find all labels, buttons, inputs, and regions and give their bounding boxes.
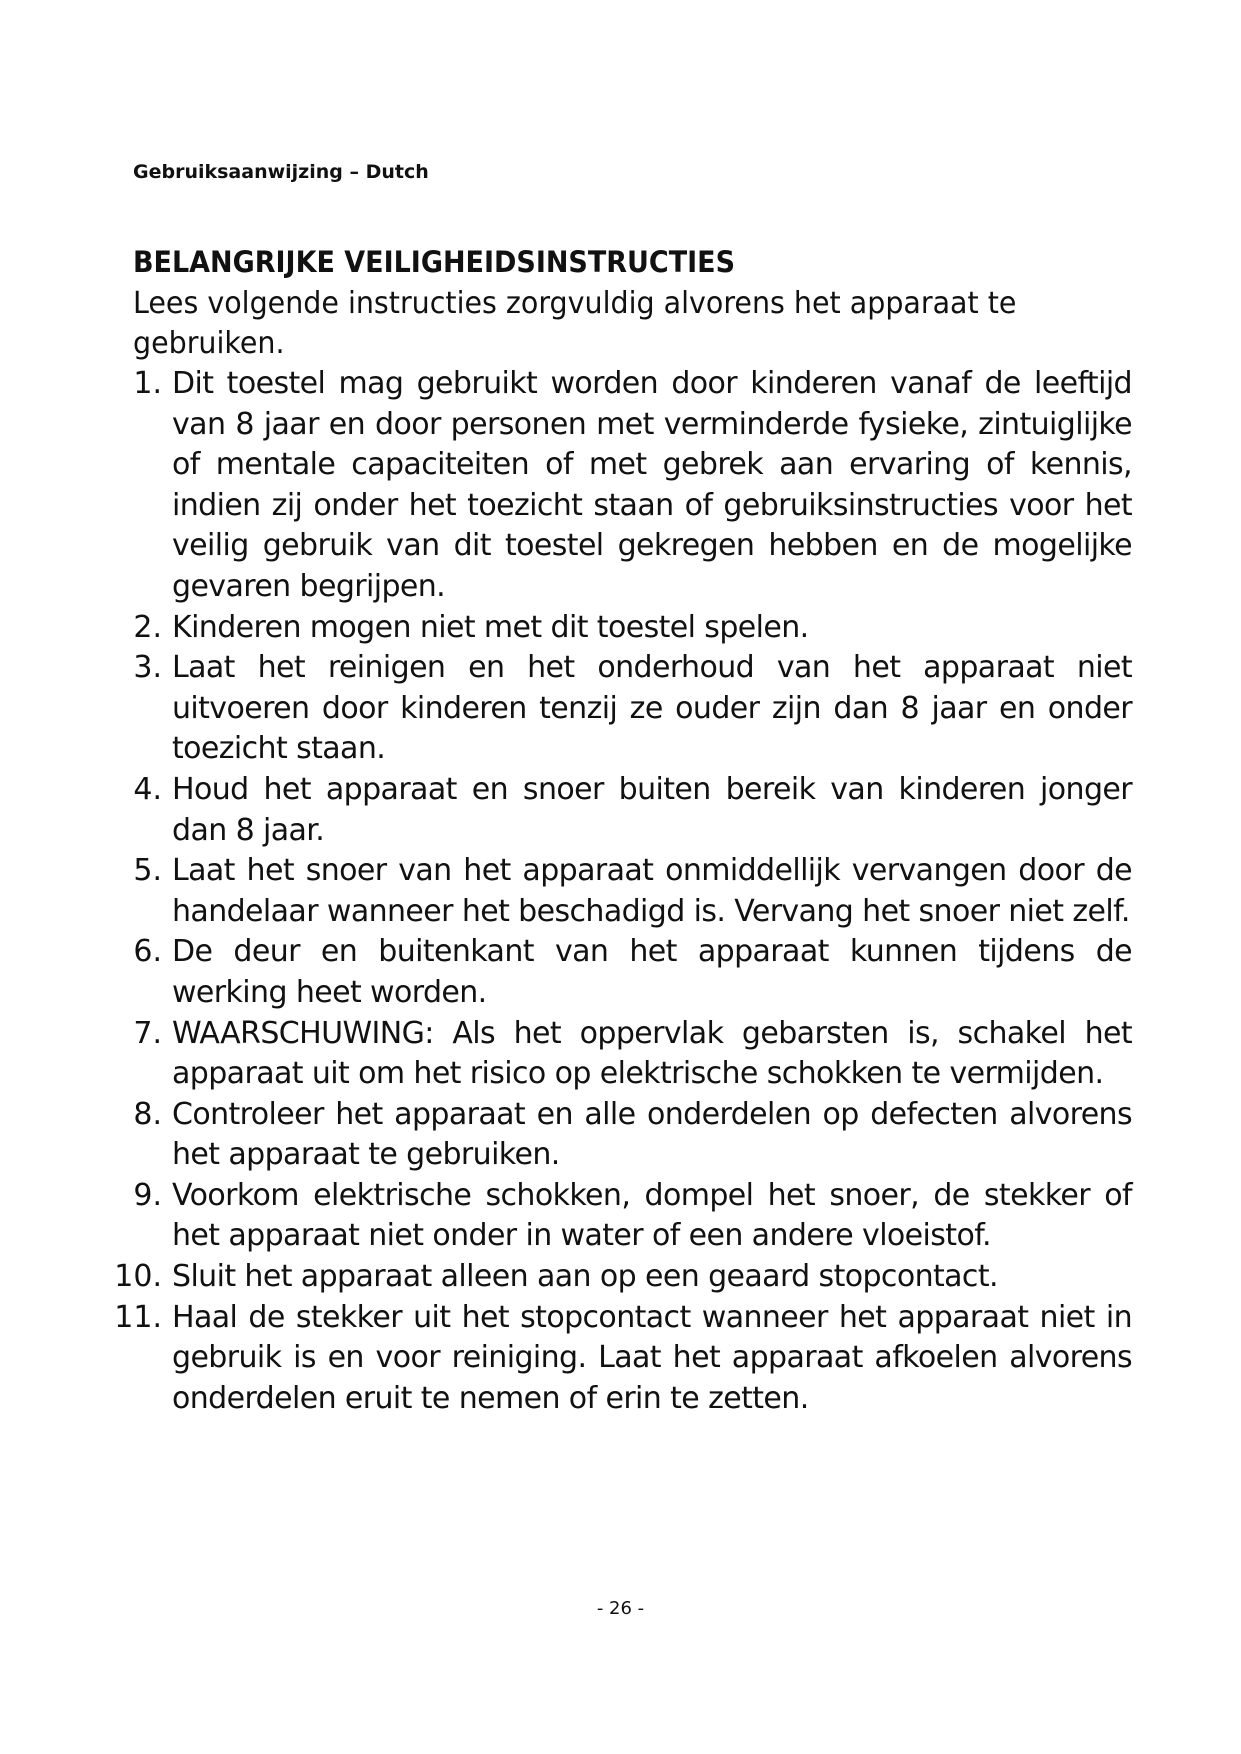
list-item-text: Houd het apparaat en snoer buiten bereik van kinderen jonger dan 8 jaar. [172, 771, 1132, 848]
list-item [110, 1176, 1142, 1257]
list-item-number: 8. [133, 1096, 162, 1132]
list-item [110, 608, 1142, 649]
list-item-number: 1. [133, 366, 162, 401]
list-item [110, 851, 1142, 932]
list-item-number: 11. [114, 1299, 162, 1335]
list-item-text: Laat het reinigen en het onderhoud van het apparaat niet uitvoeren door kinderen tenzij ze ouder zijn dan 8 jaar en onder toezicht staan. [172, 650, 1132, 767]
list-item-number: 5. [133, 853, 162, 889]
list-item [110, 1095, 1142, 1176]
list-item-text: De deur en buitenkant van het apparaat kunnen tijdens de werking heet worden. [172, 934, 1132, 1010]
list-item-number: 7. [133, 1015, 162, 1051]
intro-paragraph: Lees volgende instructies zorgvuldig alvorens het apparaat te gebruiken. [133, 286, 1017, 361]
list-item-text: Sluit het apparaat alleen aan op een geaard stopcontact. [172, 1259, 998, 1295]
list-item-number: 9. [133, 1177, 162, 1213]
page-number: - 26 - [596, 1598, 645, 1619]
page-title: BELANGRIJKE VEILIGHEIDSINSTRUCTIES [133, 245, 736, 279]
list-item-number: 6. [133, 934, 162, 970]
document-language-label: Gebruiksaanwijzing – Dutch [133, 161, 429, 183]
list-item-text: Dit toestel mag gebruikt worden door kinderen vanaf de leeftijd van 8 jaar en door personen met verminderde fysieke, zintuiglijke of mentale capaciteiten of met gebrek aan ervaring of kennis, indien zij onder het toezicht staan of gebruiksinstructies voor het veilig gebruik van dit toestel gekregen hebben en de mogelijke gevaren begrijpen. [172, 366, 1132, 604]
list-item-number: 4. [133, 771, 162, 807]
list-item-text: Kinderen mogen niet met dit toestel spelen. [172, 609, 809, 645]
safety-instructions-list [110, 364, 1142, 1419]
list-item [110, 1014, 1142, 1095]
list-item-number: 10. [114, 1259, 162, 1295]
list-item [110, 648, 1142, 770]
list-item-text: Laat het snoer van het apparaat onmiddellijk vervangen door de handelaar wanneer het beschadigd is. Vervang het snoer niet zelf. [172, 853, 1132, 929]
list-item-number: 2. [133, 609, 162, 645]
list-item [110, 364, 1142, 608]
list-item-text: Controleer het apparaat en alle onderdelen op defecten alvorens het apparaat te gebruiken. [172, 1096, 1132, 1173]
list-item [110, 1298, 1142, 1420]
list-item-text: Haal de stekker uit het stopcontact wanneer het apparaat niet in gebruik is en voor reiniging. Laat het apparaat afkoelen alvorens onderdelen eruit te nemen of erin te zetten. [172, 1299, 1132, 1416]
list-item [110, 1257, 1142, 1298]
list-item [110, 932, 1142, 1013]
list-item [110, 770, 1142, 851]
list-item-number: 3. [133, 650, 162, 686]
list-item-text: WAARSCHUWING: Als het oppervlak gebarsten is, schakel het apparaat uit om het risico op elektrische schokken te vermijden. [172, 1015, 1132, 1092]
list-item-text: Voorkom elektrische schokken, dompel het snoer, de stekker of het apparaat niet onder in water of een andere vloeistof. [172, 1177, 1132, 1254]
